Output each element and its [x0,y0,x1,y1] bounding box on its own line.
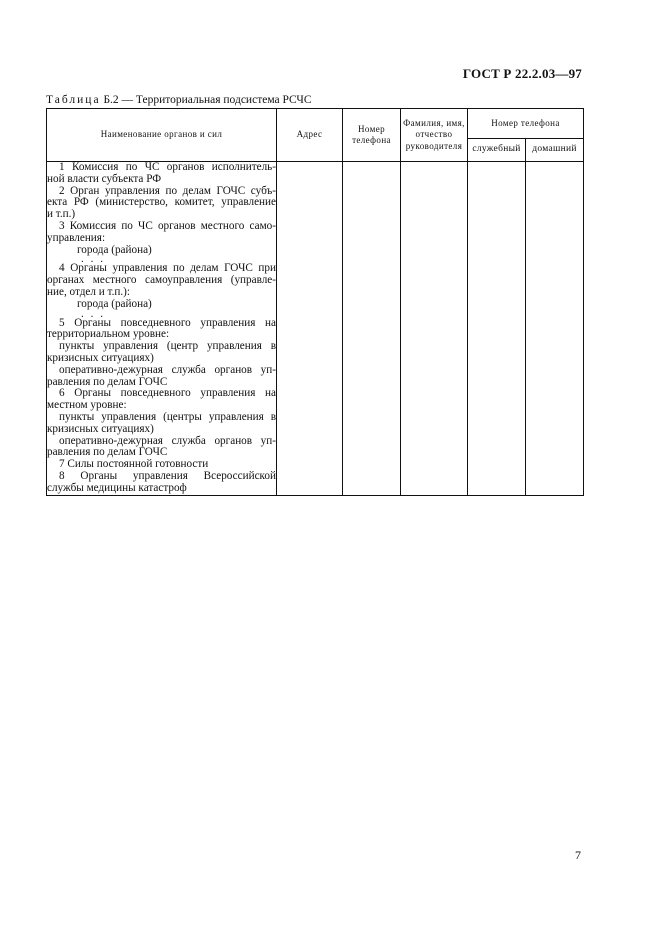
list-item-line: пункты управления (центры управления в [59,410,276,423]
work-phone-cell [468,162,526,496]
list-item-line: 6 Органы повседневного управления на [59,387,276,400]
list-item-line: кризисных ситуациях) [47,351,154,364]
ellipsis: . . . [81,253,105,266]
list-item-line: кризисных ситуациях) [47,422,154,435]
column-header-name: Наименование органов и сил [47,109,277,162]
list-item-line: 1 Комиссия по ЧС органов исполнитель- [59,161,276,173]
list-item-line: органах местного самоуправления (управле- [47,274,276,287]
column-header-manager: Фамилия, имя, отчество руководителя [401,109,468,162]
document-code: ГОСТ Р 22.2.03—97 [462,66,582,81]
table-caption-text: Б.2 — Территориальная подсистема РСЧС [103,94,312,106]
phone-cell [343,162,401,496]
list-item-line: города (района) [77,297,152,310]
home-phone-cell [526,162,584,496]
list-item-line: 7 Силы постоянной готовности [59,458,209,471]
manager-cell [401,162,468,496]
list-item-line: 2 Орган управления по делам ГОЧС субъ- [59,184,276,197]
list-item-line: 5 Органы повседневного управления на [59,316,276,329]
items-cell [47,162,277,496]
list-item-line: оперативно-дежурная служба органов уп- [59,434,276,447]
address-cell [277,162,343,496]
list-item-line: территориальном уровне: [47,328,170,341]
list-item-line: пункты управления (центр управления в [59,340,276,353]
column-header-address: Адрес [277,109,343,162]
column-header-home-phone: домашний [526,139,584,162]
list-item-line: оперативно-дежурная служба органов уп- [59,363,276,376]
table-caption [46,94,312,106]
list-item-line: екта РФ (министерство, комитет, управление [47,196,276,209]
list-item-line: ние, отдел и т.п.): [47,285,131,298]
list-item-line: управления: [47,231,106,244]
list-item-line: 8 Органы управления Всероссийской [59,469,276,482]
ellipsis: . . . [81,307,105,320]
territorial-subsystem-table [46,108,584,496]
page-number: 7 [575,848,581,862]
list-item-line: местном уровне: [47,399,127,412]
column-header-work-phone: служебный [468,139,526,162]
table-row [47,162,584,496]
list-item-line: службы медицины катастроф [47,481,187,494]
list-item-line: города (района) [77,243,152,256]
list-item-line: 3 Комиссия по ЧС органов местного само- [59,219,276,232]
table-caption-label: Таблица [46,94,101,106]
column-header-phone: Номер телефона [343,109,401,162]
list-item-line: равления по делам ГОЧС [47,375,168,388]
column-header-phone-group: Номер телефона [468,109,584,139]
list-item-line: 4 Органы управления по делам ГОЧС при [59,262,276,275]
list-item-line: ной власти субъекта РФ [47,172,162,185]
list-item-line: равления по делам ГОЧС [47,446,168,459]
list-item-line: и т.п.) [47,208,76,221]
